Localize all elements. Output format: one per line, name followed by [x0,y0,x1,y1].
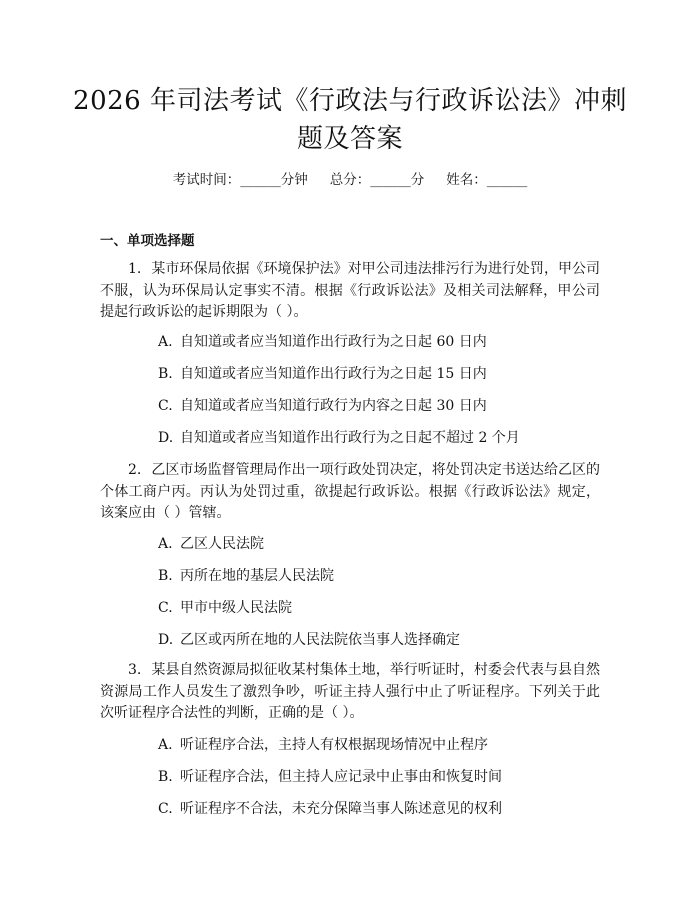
option-letter: D. [158,632,174,648]
exam-name-label: 姓名：______ [446,172,528,188]
option-1c [158,396,487,416]
option-text: 听证程序合法，但主持人应记录中止事由和恢复时间 [180,769,502,785]
option-letter: A. [158,334,173,350]
exam-meta-line [0,168,700,188]
option-3c [158,799,502,819]
option-2c [158,598,292,618]
option-text: 甲市中级人民法院 [180,600,292,616]
exam-score-label: 总分：______分 [329,172,425,188]
option-letter: B. [158,366,173,382]
option-text: 听证程序不合法，未充分保障当事人陈述意见的权利 [180,801,502,817]
option-1a [158,332,487,352]
question-3 [100,660,600,725]
option-text: 自知道或者应当知道作出行政行为之日起 60 日内 [180,334,487,350]
option-3a [158,735,488,755]
question-text: 某县自然资源局拟征收某村集体土地，举行听证时，村委会代表与县自然资源局工作人员发生了激烈争吵，听证主持人强行中止了听证程序。下列关于此次听证程序合法性的判断，正确的是（ ）。 [100,662,600,721]
option-text: 自知道或者应当知道行政行为内容之日起 30 日内 [180,398,487,414]
question-number: 2. [128,462,142,478]
option-1d [158,428,520,448]
option-3b [158,767,502,787]
question-number: 3. [128,662,142,678]
option-letter: A. [158,536,173,552]
option-text: 自知道或者应当知道作出行政行为之日起不超过 2 个月 [180,430,520,446]
option-text: 听证程序合法，主持人有权根据现场情况中止程序 [180,737,488,753]
option-2d [158,630,460,650]
option-letter: B. [158,769,173,785]
option-text: 乙区人民法院 [180,536,264,552]
question-text: 某市环保局依据《环境保护法》对甲公司违法排污行为进行处罚，甲公司不服，认为环保局认定事实不清。根据《行政诉讼法》及相关司法解释，甲公司提起行政诉讼的起诉期限为（ ）。 [100,261,600,320]
option-1b [158,364,487,384]
option-2b [158,566,334,586]
option-2a [158,534,264,554]
exam-time-label: 考试时间：______分钟 [172,172,308,188]
document-title: 2026 年司法考试《行政法与行政诉讼法》冲刺题及答案 [73,86,627,154]
option-letter: C. [158,801,173,817]
option-letter: A. [158,737,173,753]
question-text: 乙区市场监督管理局作出一项行政处罚决定，将处罚决定书送达给乙区的个体工商户丙。丙认为处罚过重，欲提起行政诉讼。根据《行政诉讼法》规定，该案应由（ ）管辖。 [100,462,600,521]
question-1 [100,259,600,324]
option-letter: B. [158,568,173,584]
option-text: 自知道或者应当知道作出行政行为之日起 15 日内 [180,366,487,382]
option-letter: D. [158,430,174,446]
option-text: 乙区或丙所在地的人民法院依当事人选择确定 [180,632,460,648]
option-text: 丙所在地的基层人民法院 [180,568,334,584]
option-letter: C. [158,600,173,616]
section-title: 一、单项选择题 [100,233,195,249]
option-letter: C. [158,398,173,414]
question-number: 1. [128,261,142,277]
question-2 [100,460,600,525]
